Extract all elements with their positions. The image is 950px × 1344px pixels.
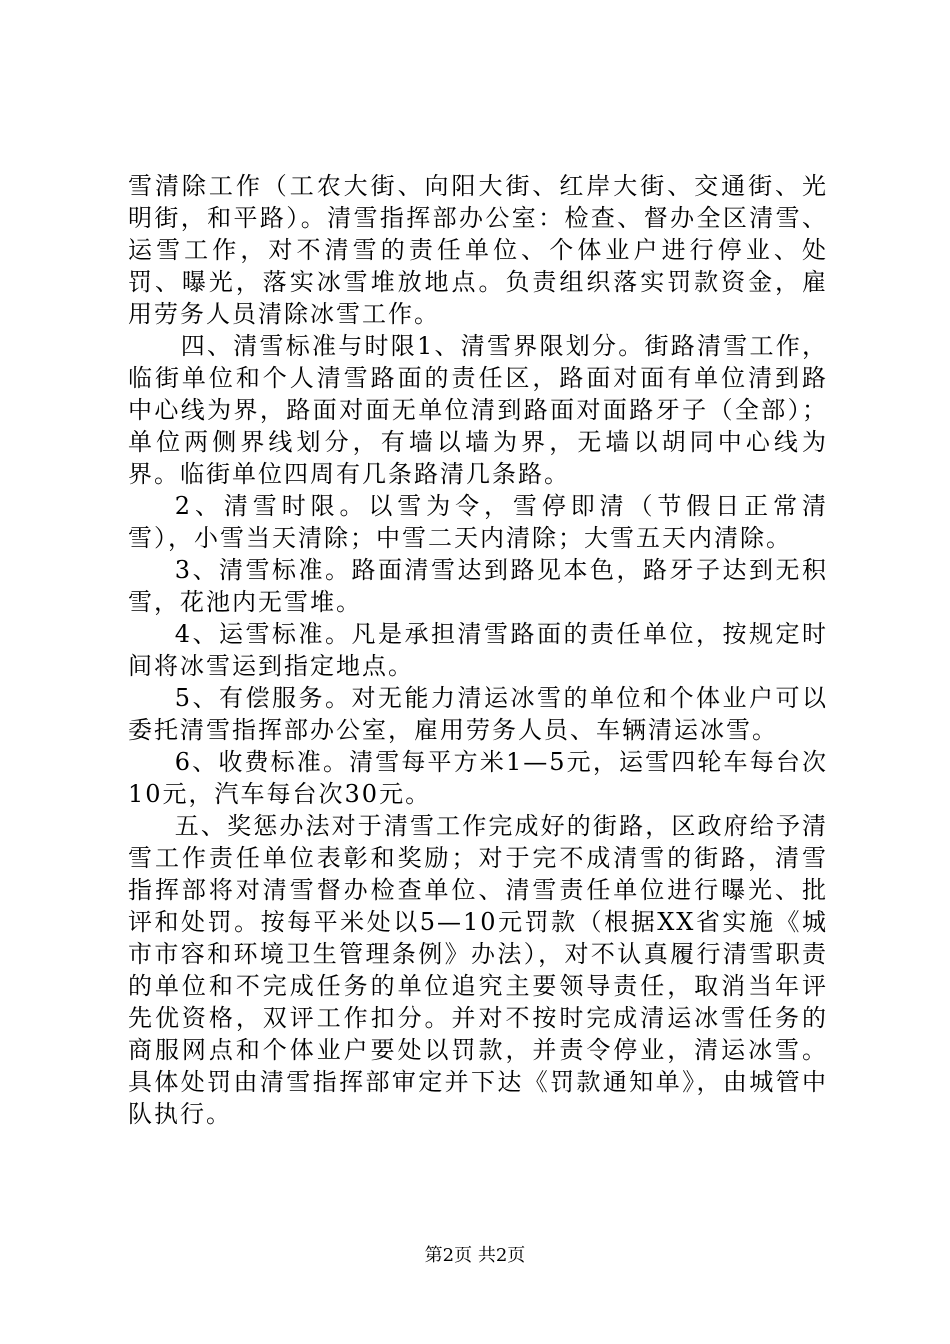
page-footer: 第2页 共2页	[424, 1245, 526, 1266]
document-body	[128, 170, 828, 1130]
paragraph-item-2: 2、清雪时限。以雪为令，雪停即清（节假日正常清雪），小雪当天清除；中雪二天内清除；大雪五天内清除。	[128, 492, 828, 552]
paragraph-section-five: 五、奖惩办法对于清雪工作完成好的街路，区政府给予清雪工作责任单位表彰和奖励；对于完不成清雪的街路，清雪指挥部将对清雪督办检查单位、清雪责任单位进行曝光、批评和处罚。按每平米处以5—10元罚款（根据XX省实施《城市市容和环境卫生管理条例》办法），对不认真履行清雪职责的单位和不完成任务的单位追究主要领导责任，取消当年评先优资格，双评工作扣分。并对不按时完成清运冰雪任务的商服网点和个体业户要处以罚款，并责令停业，清运冰雪。具体处罚由清雪指挥部审定并下达《罚款通知单》，由城管中队执行。	[128, 812, 828, 1128]
paragraph-section-four: 四、清雪标准与时限1、清雪界限划分。街路清雪工作，临街单位和个人清雪路面的责任区，路面对面有单位清到路中心线为界，路面对面无单位清到路面对面路牙子（全部）；单位两侧界线划分，有墙以墙为界，无墙以胡同中心线为界。临街单位四周有几条路清几条路。	[128, 332, 828, 488]
paragraph-item-3: 3、清雪标准。路面清雪达到路见本色，路牙子达到无积雪，花池内无雪堆。	[128, 556, 828, 616]
paragraph-item-5: 5、有偿服务。对无能力清运冰雪的单位和个体业户可以委托清雪指挥部办公室，雇用劳务人员、车辆清运冰雪。	[128, 684, 828, 744]
paragraph-continuation: 雪清除工作（工农大街、向阳大街、红岸大街、交通街、光明街，和平路）。清雪指挥部办公室：检查、督办全区清雪、运雪工作，对不清雪的责任单位、个体业户进行停业、处罚、曝光，落实冰雪堆放地点。负责组织落实罚款资金，雇用劳务人员清除冰雪工作。	[128, 172, 828, 328]
paragraph-item-4: 4、运雪标准。凡是承担清雪路面的责任单位，按规定时间将冰雪运到指定地点。	[128, 620, 828, 680]
paragraph-item-6: 6、收费标准。清雪每平方米1—5元，运雪四轮车每台次10元，汽车每台次30元。	[128, 748, 828, 808]
